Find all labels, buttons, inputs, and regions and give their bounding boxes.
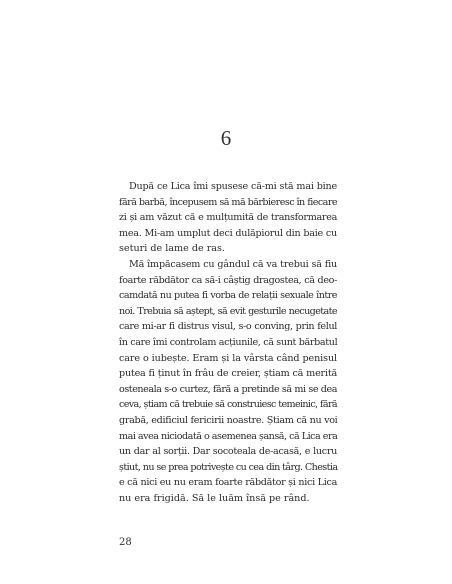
chapter-number: 6: [220, 126, 232, 150]
text-line: Mă împăcasem cu gândul că va trebui să fiu: [129, 258, 337, 270]
text-line: care mi-ar fi distrus visul, s-o conving, prin felul: [119, 321, 337, 333]
text-line: După ce Lica îmi spusese că-mi stă mai bine: [129, 181, 337, 192]
text-line: zi și am văzut că e mulțumită de transformarea: [119, 212, 337, 224]
text-line: un dar al sorții. Dar socoteala de-acasă, e lucru: [119, 446, 337, 458]
text-line: știut, nu se prea potrivește cu cea din târg. Chestia: [119, 461, 338, 473]
text-line: ceva, știam că trebuie să construiesc temeinic, fără: [119, 399, 337, 411]
page-number: 28: [119, 537, 132, 548]
chapter-text: [119, 179, 337, 506]
text-line: e că nici eu nu eram foarte răbdător și nici Lica: [119, 477, 337, 489]
text-line: noi. Trebuia să aștept, să evit gesturile necugetate: [119, 305, 337, 317]
text-line: putea fi ținut în frâu de creier, știam că merită: [119, 368, 337, 380]
text-line: seturi de lame de ras.: [119, 243, 225, 255]
text-line: osteneala s-o curtez, fără a pretinde să mi se dea: [119, 383, 337, 395]
text-line: care o iubește. Eram și la vârsta când penisul: [119, 352, 337, 364]
text-line: foarte răbdător ca să-i câștig dragostea, că deo-: [119, 274, 337, 286]
text-line: nu era frigidă. Să le luăm însă pe rând.: [119, 492, 310, 504]
text-line: camdată nu putea fi vorba de relații sexuale între: [119, 290, 337, 302]
text-line: grabă, edificiul fericirii noastre. Știam că nu voi: [119, 414, 338, 426]
text-line: mai avea niciodată o asemenea șansă, că Lica era: [119, 430, 338, 442]
text-line: fără barbă, începusem să mă bărbieresc în fiecare: [119, 196, 337, 208]
text-line: mea. Mi-am umplut deci dulăpiorul din baie cu: [119, 227, 337, 239]
text-line: în care îmi controlam acțiunile, că sunt bărbatul: [119, 336, 338, 348]
